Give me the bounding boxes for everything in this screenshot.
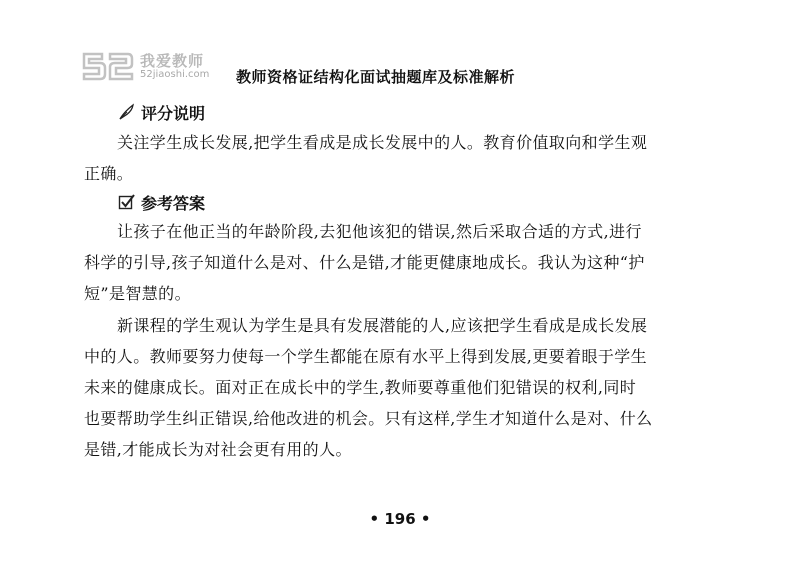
site-logo [80,48,230,86]
text-line: 短”是智慧的。 [84,284,191,303]
text-line: 关注学生成长发展,把学生看成是成长发展中的人。教育价值取向和学生观 [117,133,648,152]
text-line: 未来的健康成长。面对正在成长中的学生,教师要尊重他们犯错误的权利,同时 [84,378,637,397]
quill-pen-icon [118,103,136,121]
answer-paragraph-2 [84,310,757,465]
logo-url: 52jiaoshi.com [140,69,210,80]
52-logo-icon [80,50,136,82]
text-line: 也要帮助学生纠正错误,给他改进的机会。只有这样,学生才知道什么是对、什么 [84,409,653,428]
answer-heading [118,191,205,213]
text-line: 科学的引导,孩子知道什么是对、什么是错,才能更健康地成长。我认为这种“护 [84,253,645,272]
answer-heading-label: 参考答案 [141,193,206,213]
answer-paragraph-1 [84,216,757,309]
page-number: • 196 • [369,510,431,528]
text-line: 中的人。教师要努力使每一个学生都能在原有水平上得到发展,更要着眼于学生 [84,347,648,366]
book-title: 教师资格证结构化面试抽题库及标准解析 [236,68,516,86]
text-line: 新课程的学生观认为学生是具有发展潜能的人,应该把学生看成是成长发展 [117,316,648,335]
text-line: 是错,才能成长为对社会更有用的人。 [84,440,352,459]
text-line: 让孩子在他正当的年龄阶段,去犯他该犯的错误,然后采取合适的方式,进行 [117,222,642,241]
text-line: 正确。 [84,164,134,183]
scoring-heading [118,101,205,123]
logo-name: 我爱教师 [140,52,205,70]
scoring-text [84,127,757,189]
checkbox-check-icon [118,193,136,211]
scoring-heading-label: 评分说明 [141,103,206,123]
